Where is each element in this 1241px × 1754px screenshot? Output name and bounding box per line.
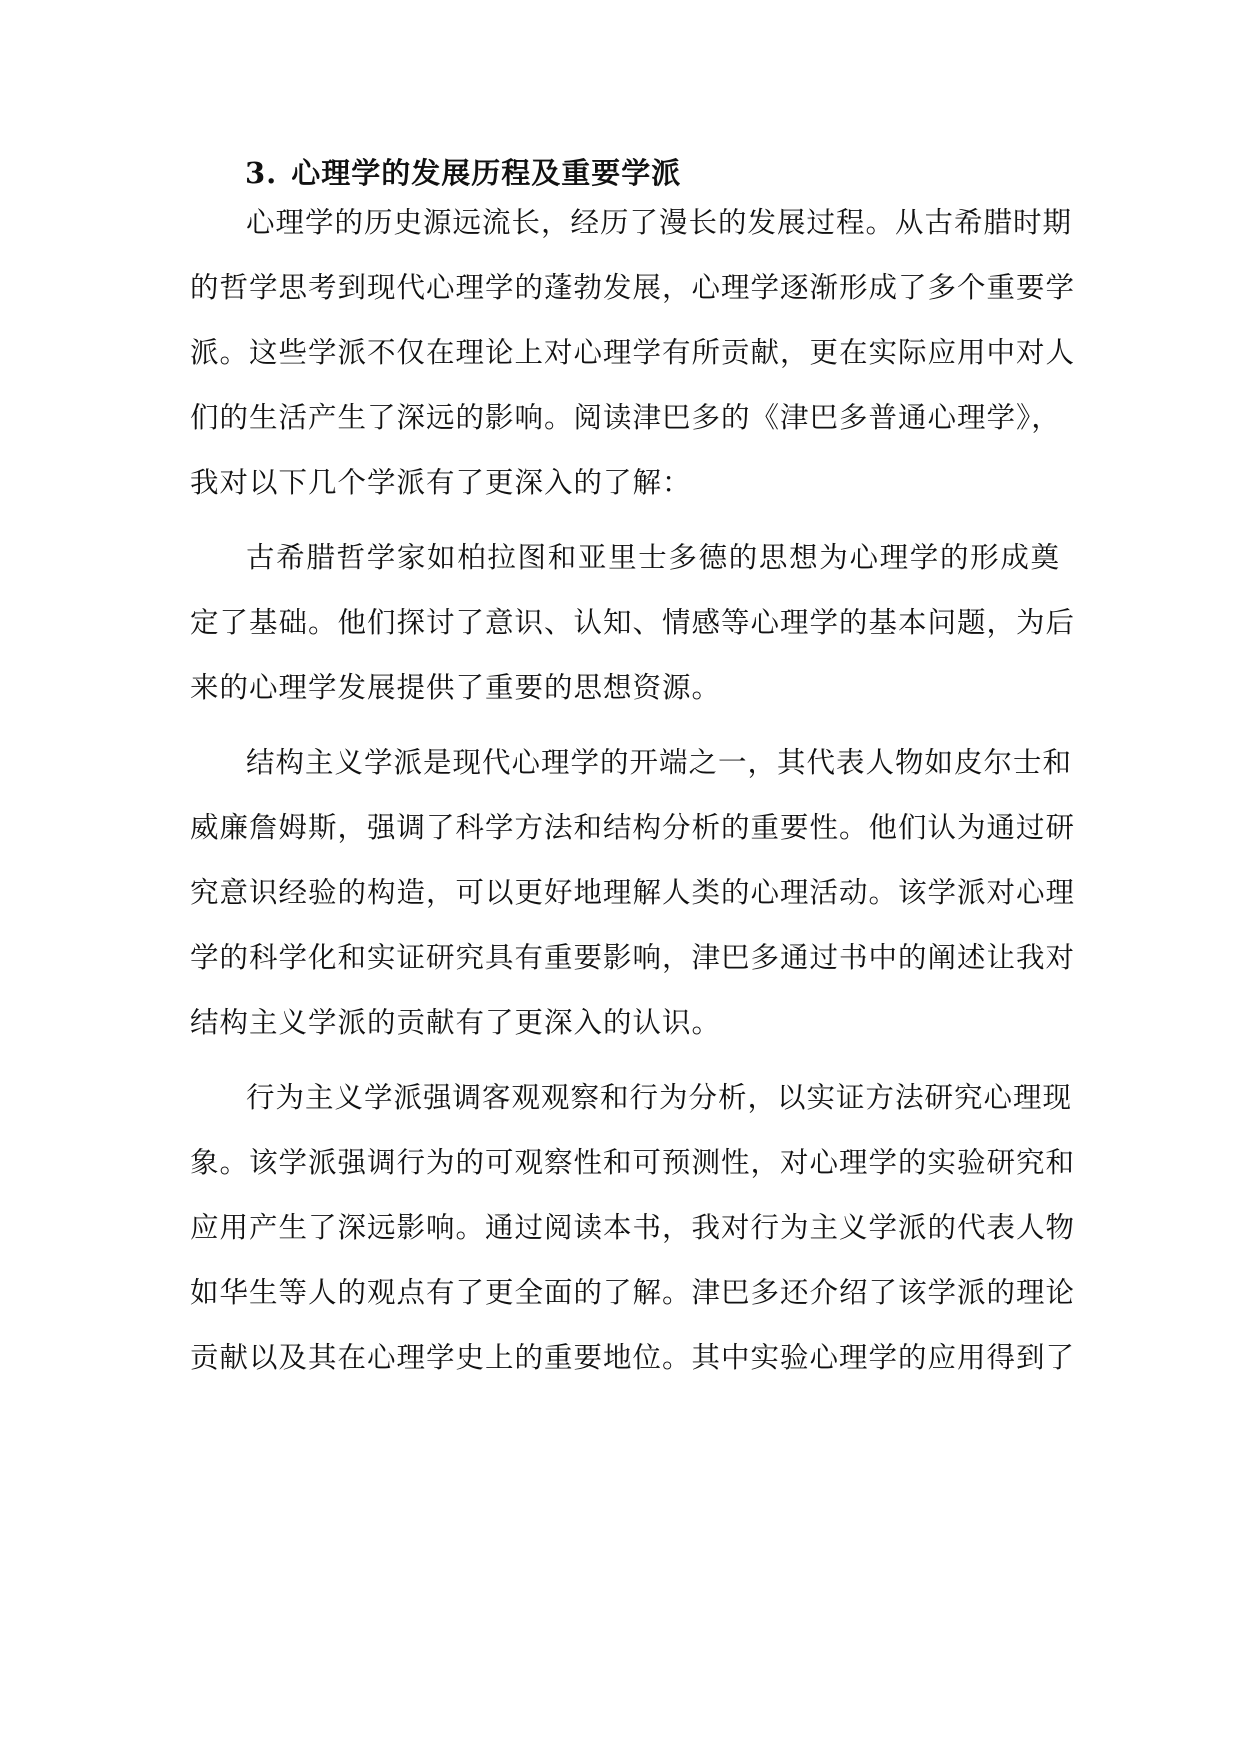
paragraph-line: 来的心理学发展提供了重要的思想资源。 [190,671,722,704]
section-title: 心理学的发展历程及重要学派 [291,156,682,190]
paragraph-line: 古希腊哲学家如柏拉图和亚里士多德的思想为心理学的形成奠 [246,541,1060,574]
paragraph-line: 象。该学派强调行为的可观察性和可预测性，对心理学的实验研究和 [190,1146,1076,1179]
paragraph-line: 我对以下几个学派有了更深入的了解： [190,466,692,499]
section-number: 3. [245,156,278,190]
paragraph-line: 心理学的历史源远流长，经历了漫长的发展过程。从古希腊时期 [246,206,1073,239]
section-heading [245,148,681,198]
paragraph-line: 究意识经验的构造，可以更好地理解人类的心理活动。该学派对心理 [190,876,1076,909]
paragraph-line: 应用产生了深远影响。通过阅读本书，我对行为主义学派的代表人物 [190,1211,1076,1244]
paragraph-line: 学的科学化和实证研究具有重要影响，津巴多通过书中的阐述让我对 [190,941,1076,974]
paragraph-line: 的哲学思考到现代心理学的蓬勃发展，心理学逐渐形成了多个重要学 [190,271,1076,304]
paragraph-line: 结构主义学派的贡献有了更深入的认识。 [190,1006,722,1039]
paragraph-line: 贡献以及其在心理学史上的重要地位。其中实验心理学的应用得到了 [190,1341,1076,1374]
paragraph-line: 威廉詹姆斯，强调了科学方法和结构分析的重要性。他们认为通过研 [190,811,1076,844]
paragraph-line: 们的生活产生了深远的影响。阅读津巴多的《津巴多普通心理学》， [190,401,1061,434]
paragraph-line: 如华生等人的观点有了更全面的了解。津巴多还介绍了该学派的理论 [190,1276,1076,1309]
paragraph-line: 定了基础。他们探讨了意识、认知、情感等心理学的基本问题，为后 [190,606,1076,639]
paragraph-line: 结构主义学派是现代心理学的开端之一，其代表人物如皮尔士和 [246,746,1073,779]
paragraph-line: 派。这些学派不仅在理论上对心理学有所贡献，更在实际应用中对人 [190,336,1076,369]
paragraph-line: 行为主义学派强调客观观察和行为分析，以实证方法研究心理现 [246,1081,1073,1114]
